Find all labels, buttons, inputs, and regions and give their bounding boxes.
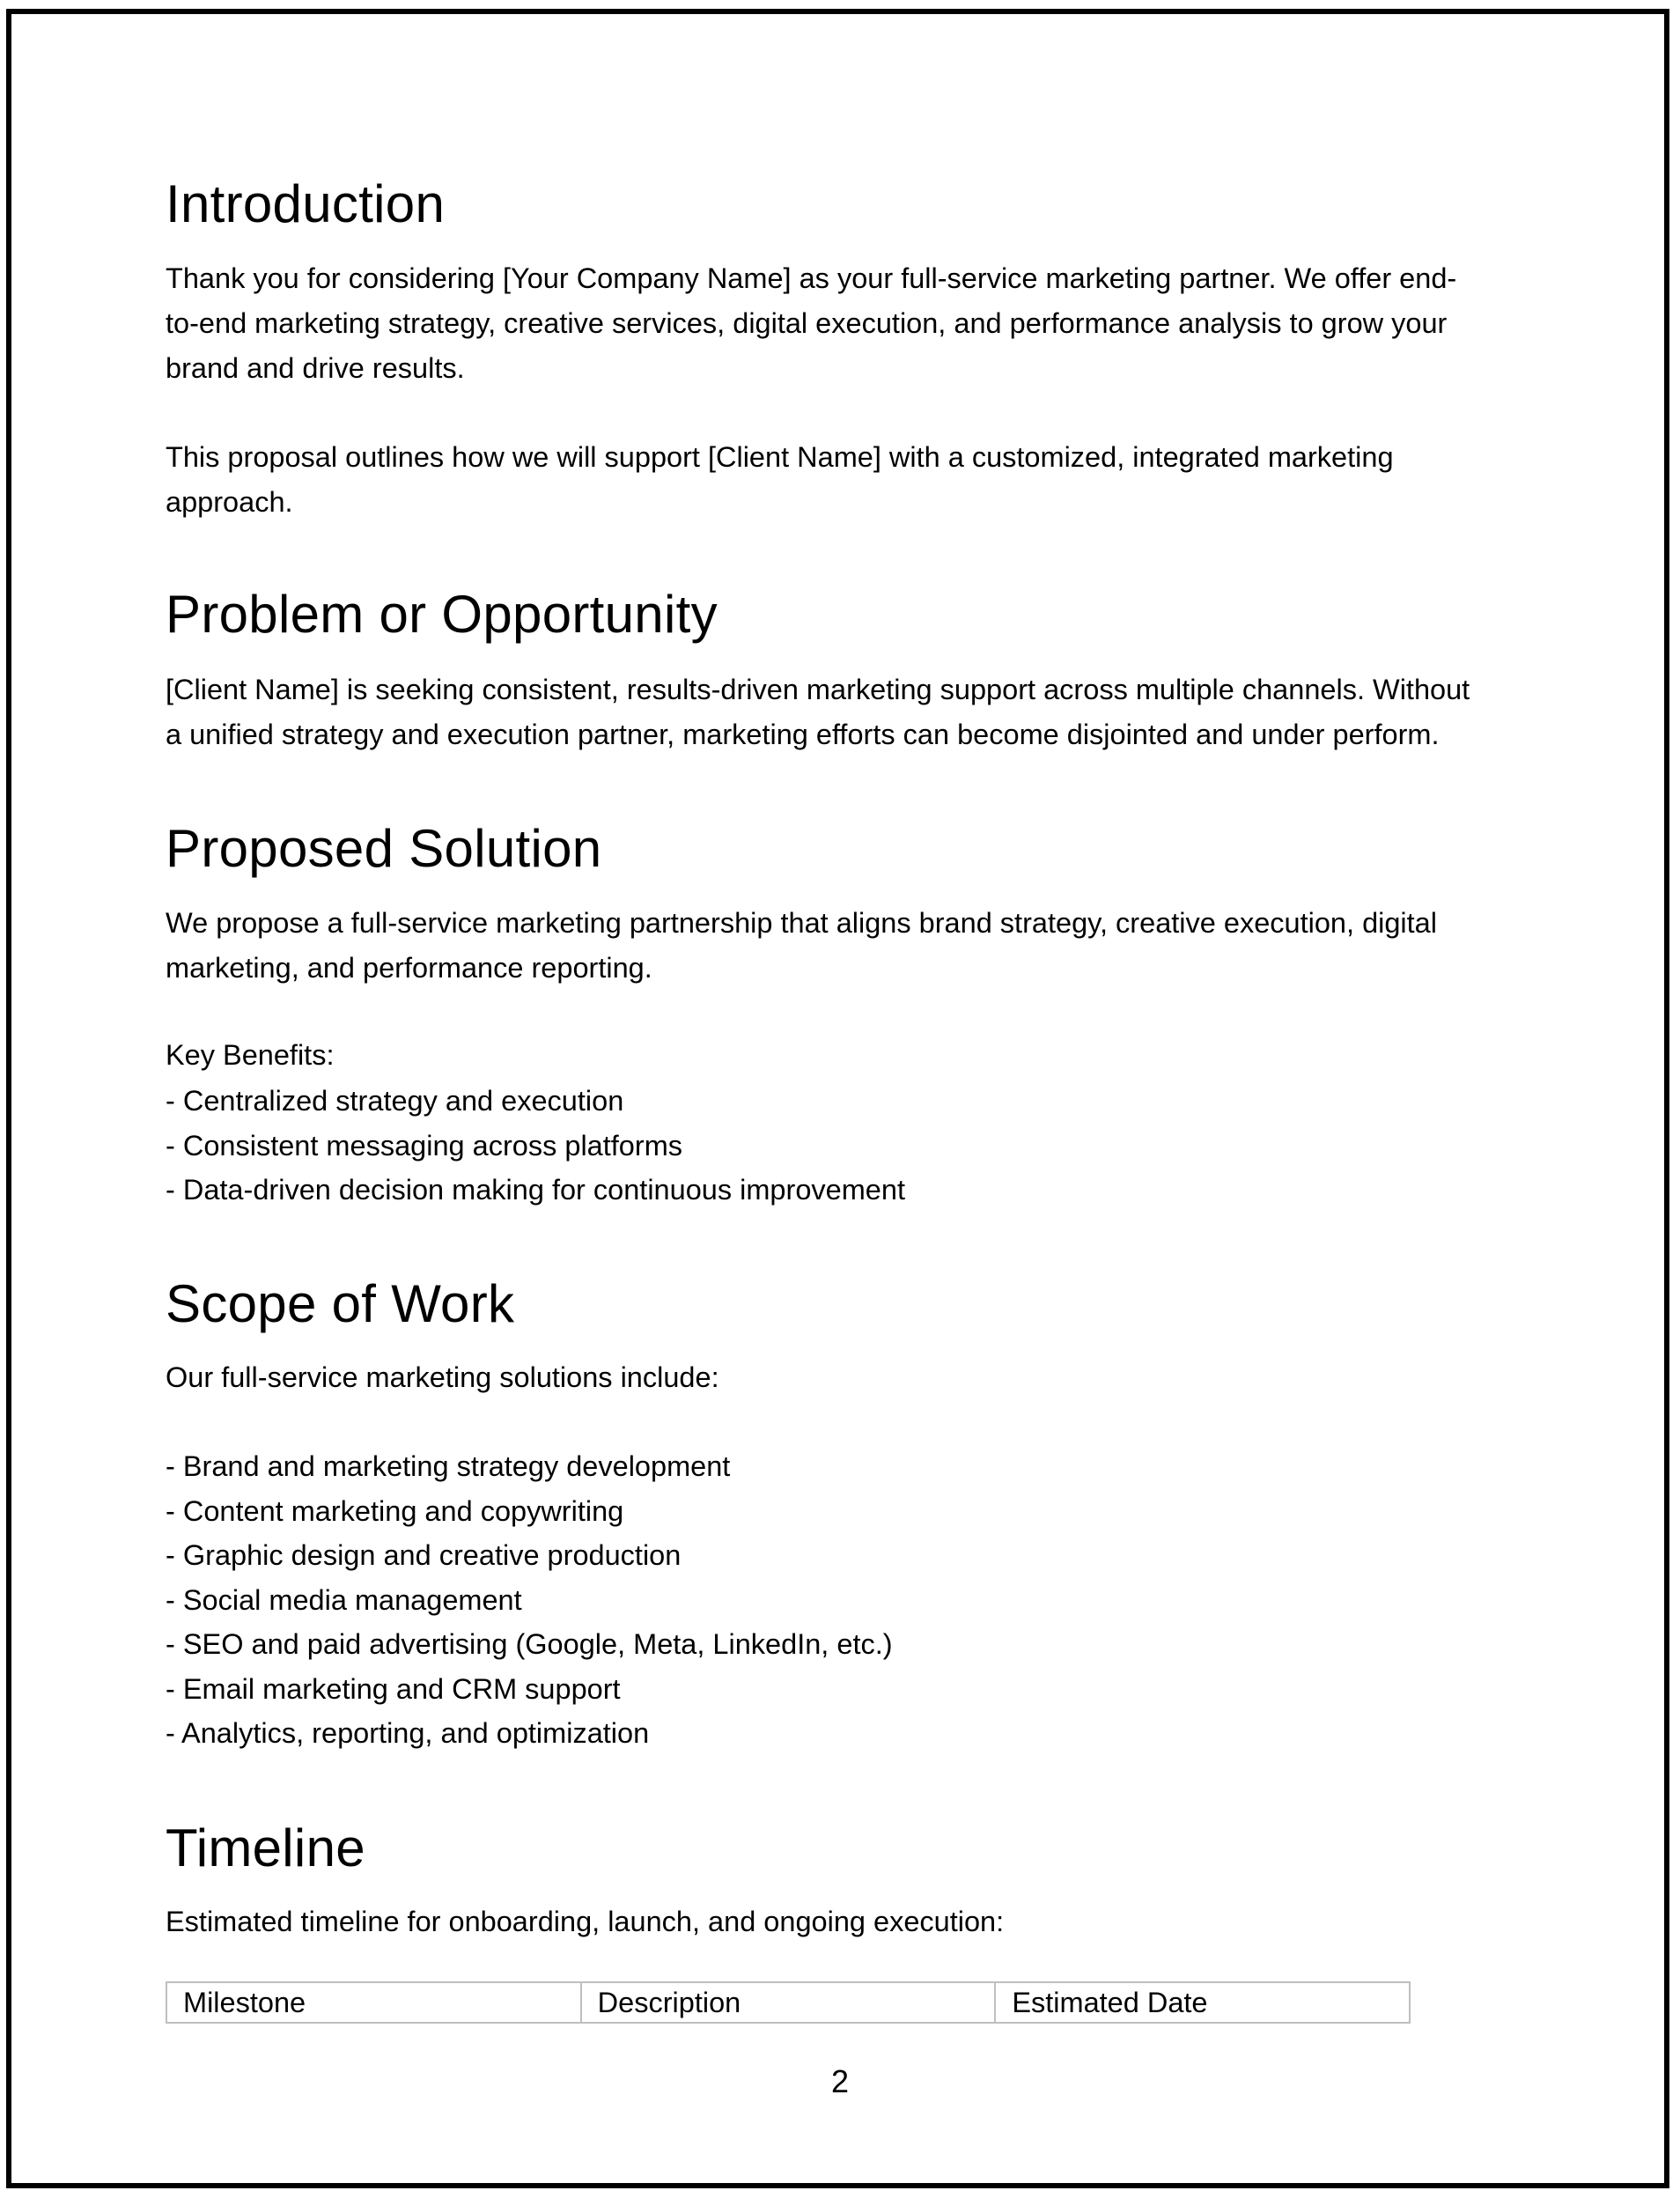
text-line: [Client Name] is seeking consistent, results-driven marketing support across multiple channels. Without bbox=[166, 674, 1470, 705]
table-header-row bbox=[166, 1982, 1410, 2023]
list-item: - Centralized strategy and execution bbox=[166, 1085, 624, 1117]
text-line: This proposal outlines how we will support [Client Name] with a customized, integrated marketing bbox=[166, 441, 1394, 473]
table-header-milestone: Milestone bbox=[166, 1982, 581, 2023]
problem-paragraph bbox=[166, 668, 1470, 757]
list-item: - Data-driven decision making for continuous improvement bbox=[166, 1174, 905, 1206]
list-item: - Email marketing and CRM support bbox=[166, 1672, 621, 1705]
scope-intro: Our full-service marketing solutions include: bbox=[166, 1361, 719, 1393]
scope-heading: Scope of Work bbox=[166, 1274, 515, 1333]
scope-list bbox=[166, 1444, 893, 1756]
list-item: - Analytics, reporting, and optimization bbox=[166, 1717, 650, 1749]
page-number: 2 bbox=[830, 2063, 850, 2099]
timeline-heading: Timeline bbox=[166, 1818, 365, 1877]
key-benefits-label: Key Benefits: bbox=[166, 1039, 335, 1071]
list-item: - Brand and marketing strategy development bbox=[166, 1450, 731, 1482]
text-line: Thank you for considering [Your Company Name] as your full-service marketing partner. We offer end- bbox=[166, 262, 1457, 294]
introduction-paragraph-2 bbox=[166, 435, 1394, 525]
solution-heading: Proposed Solution bbox=[166, 819, 602, 878]
problem-heading: Problem or Opportunity bbox=[166, 585, 718, 644]
text-line: approach. bbox=[166, 486, 293, 518]
key-benefits-list bbox=[166, 1079, 905, 1213]
list-item: - Social media management bbox=[166, 1583, 522, 1616]
introduction-paragraph-1 bbox=[166, 256, 1456, 391]
list-item: - Content marketing and copywriting bbox=[166, 1494, 624, 1527]
text-line: to-end marketing strategy, creative services, digital execution, and performance analysis to grow your bbox=[166, 307, 1448, 339]
text-line: marketing, and performance reporting. bbox=[166, 952, 652, 984]
text-line: a unified strategy and execution partner, marketing efforts can become disjointed and under perform. bbox=[166, 719, 1440, 750]
timeline-intro: Estimated timeline for onboarding, launch, and ongoing execution: bbox=[166, 1906, 1005, 1937]
solution-paragraph bbox=[166, 901, 1437, 991]
table-header-description: Description bbox=[581, 1982, 996, 2023]
text-line: We propose a full-service marketing partnership that aligns brand strategy, creative execution, digital bbox=[166, 907, 1437, 939]
list-item: - Consistent messaging across platforms bbox=[166, 1129, 683, 1162]
text-line: brand and drive results. bbox=[166, 352, 465, 384]
table-header-estimated-date: Estimated Date bbox=[995, 1982, 1410, 2023]
list-item: - SEO and paid advertising (Google, Meta, LinkedIn, etc.) bbox=[166, 1628, 893, 1660]
list-item: - Graphic design and creative production bbox=[166, 1539, 682, 1571]
introduction-heading: Introduction bbox=[166, 174, 446, 233]
timeline-table bbox=[166, 1981, 1411, 2024]
